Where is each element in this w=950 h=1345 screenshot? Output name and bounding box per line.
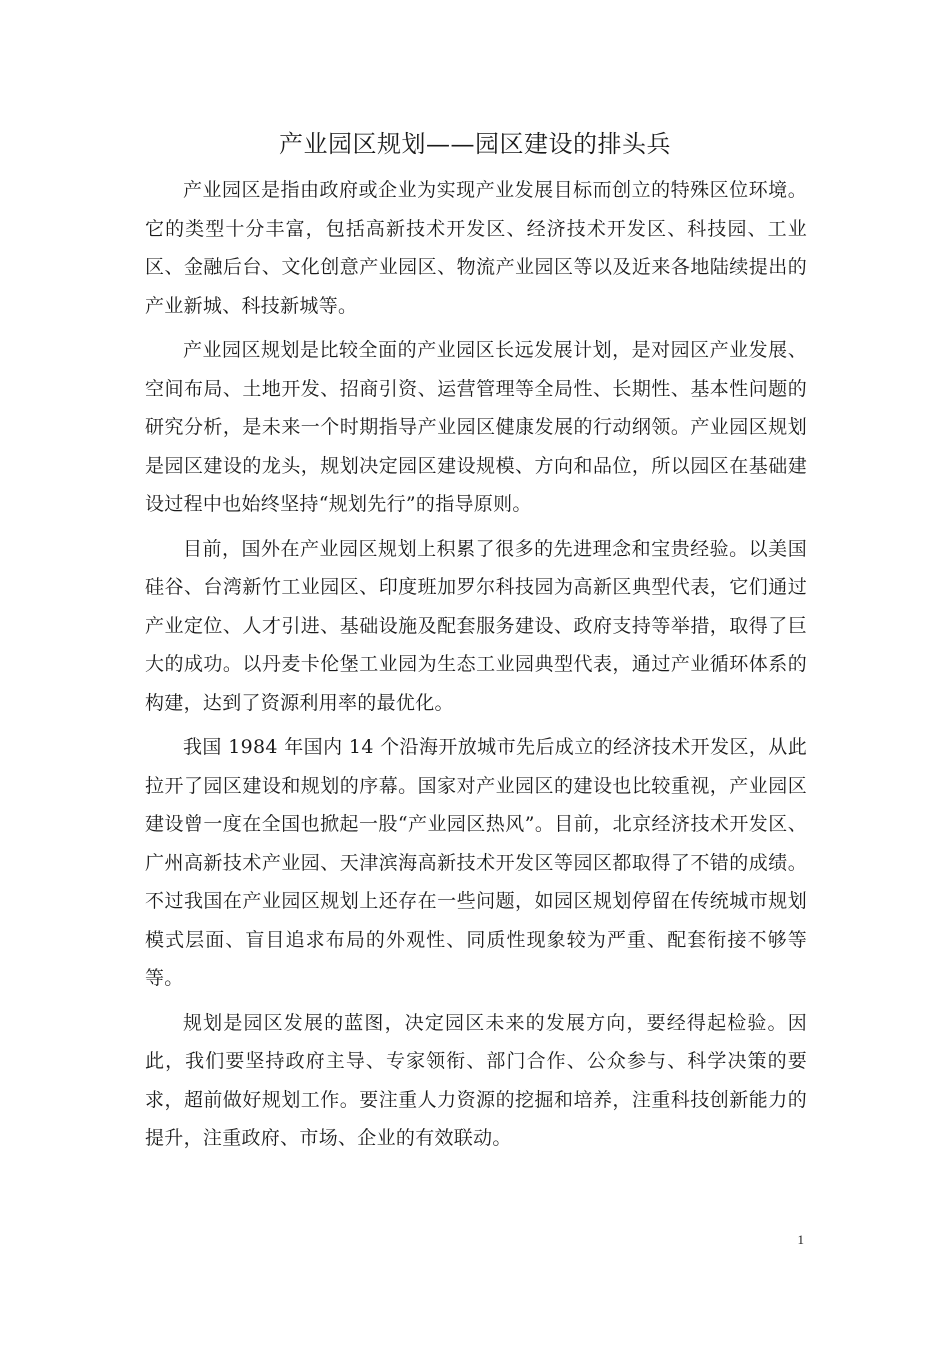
document-title: 产业园区规划——园区建设的排头兵 (279, 130, 671, 158)
paragraph-5: 规划是园区发展的蓝图，决定园区未来的发展方向，要经得起检验。因此，我们要坚持政府主导、专家领衔、部门合作、公众参与、科学决策的要求，超前做好规划工作。要注重人力资源的挖掘和培养，注重科技创新能力的提升，注重政府、市场、企业的有效联动。 (145, 1011, 807, 1149)
document-body (145, 171, 807, 1164)
page-number: 1 (797, 1232, 804, 1247)
paragraph-2: 产业园区规划是比较全面的产业园区长远发展计划，是对园区产业发展、空间布局、土地开发、招商引资、运营管理等全局性、长期性、基本性问题的研究分析，是未来一个时期指导产业园区健康发展的行动纲领。产业园区规划是园区建设的龙头，规划决定园区建设规模、方向和品位，所以园区在基础建设过程中也始终坚持“规划先行”的指导原则。 (145, 339, 807, 515)
paragraph-4: 我国 1984 年国内 14 个沿海开放城市先后成立的经济技术开发区，从此拉开了园区建设和规划的序幕。国家对产业园区的建设也比较重视，产业园区建设曾一度在全国也掀起一股“产业园区热风”。目前，北京经济技术开发区、广州高新技术产业园、天津滨海高新技术开发区等园区都取得了不错的成绩。不过我国在产业园区规划上还存在一些问题，如园区规划停留在传统城市规划模式层面、盲目追求布局的外观性、同质性现象较为严重、配套衔接不够等等。 (145, 736, 807, 989)
paragraph-1: 产业园区是指由政府或企业为实现产业发展目标而创立的特殊区位环境。它的类型十分丰富，包括高新技术开发区、经济技术开发区、科技园、工业区、金融后台、文化创意产业园区、物流产业园区等以及近来各地陆续提出的产业新城、科技新城等。 (145, 179, 807, 317)
paragraph-3: 目前，国外在产业园区规划上积累了很多的先进理念和宝贵经验。以美国硅谷、台湾新竹工业园区、印度班加罗尔科技园为高新区典型代表，它们通过产业定位、人才引进、基础设施及配套服务建设、政府支持等举措，取得了巨大的成功。以丹麦卡伦堡工业园为生态工业园典型代表，通过产业循环体系的构建，达到了资源利用率的最优化。 (145, 537, 807, 714)
